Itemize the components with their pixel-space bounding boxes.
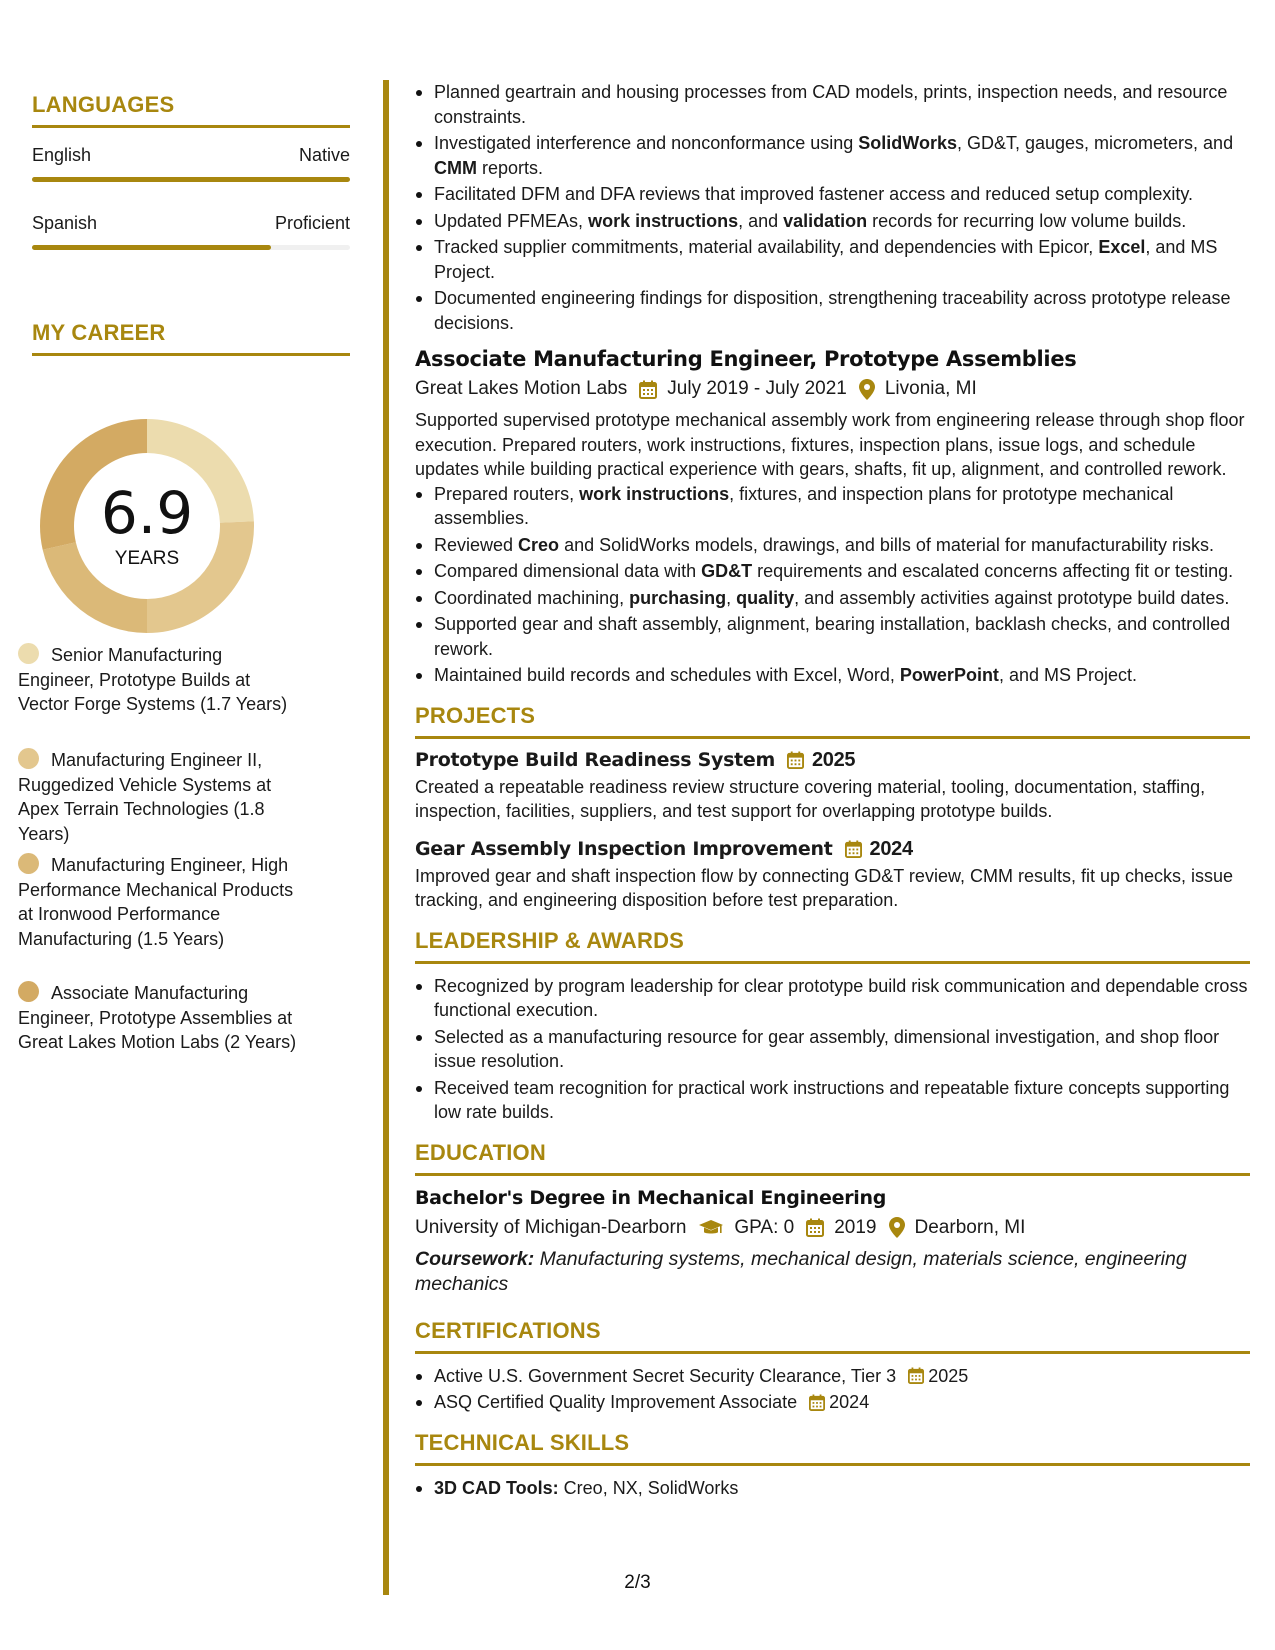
bold-keyword: work instructions <box>588 210 739 231</box>
career-legend-dot <box>18 748 39 769</box>
language-proficiency-bar <box>32 177 350 182</box>
school-name: University of Michigan-Dearborn <box>415 1216 687 1238</box>
job-bullet: Prepared routers, work instructions, fixtures, and inspection plans for prototype mechanical assemblies. <box>415 482 1250 531</box>
experience-bullet: Updated PFMEAs, work instructions, and validation records for recurring low volume builds. <box>415 209 1250 234</box>
skill-item <box>415 1476 1250 1501</box>
certification-name: ASQ Certified Quality Improvement Associate <box>434 1392 798 1412</box>
experience-continued-list <box>415 80 1250 335</box>
bold-keyword: Creo <box>518 534 560 555</box>
language-name: Spanish <box>32 213 98 233</box>
calendar-icon <box>806 1218 824 1237</box>
language-proficiency-fill <box>32 245 271 250</box>
leadership-list <box>415 974 1250 1125</box>
skill-label: 3D CAD Tools: <box>434 1477 559 1498</box>
job-summary: Supported supervised prototype mechanical assembly work from engineering release through shop floor execution. Prepared routers, work instructions, fixtures, inspection plans, issue logs, and schedule updates while building practical experience with gears, shafts, fit up, alignment, and controlled rework. <box>415 410 1245 479</box>
graduation-cap-icon <box>698 1219 724 1237</box>
job-dates: July 2019 - July 2021 <box>667 378 847 399</box>
location-pin-icon <box>889 1217 905 1238</box>
bold-keyword: SolidWorks <box>858 133 957 153</box>
column-divider <box>383 80 389 1595</box>
career-legend-dot <box>18 981 39 1002</box>
language-proficiency-fill <box>32 177 350 182</box>
experience-bullet: Documented engineering findings for disposition, strengthening traceability across prototype release decisions. <box>415 286 1250 335</box>
project-title: Gear Assembly Inspection Improvement <box>415 837 833 860</box>
project-title: Prototype Build Readiness System <box>415 748 775 771</box>
leadership-heading: LEADERSHIP & AWARDS <box>415 927 1250 964</box>
certification-name: Active U.S. Government Secret Security Clearance, Tier 3 <box>434 1365 897 1386</box>
language-level: Native <box>298 145 350 165</box>
main-content <box>415 80 1250 1502</box>
career-legend-dot <box>18 643 39 664</box>
job-bullet: Supported gear and shaft assembly, alignment, bearing installation, backlash checks, and controlled rework. <box>415 612 1250 661</box>
project-year: 2025 <box>811 748 856 771</box>
bold-keyword: validation <box>783 210 868 231</box>
education-location: Dearborn, MI <box>914 1216 1026 1238</box>
coursework <box>415 1247 1250 1297</box>
skills-list <box>415 1476 1250 1501</box>
language-proficiency-bar <box>32 245 350 250</box>
career-donut-chart <box>34 413 260 639</box>
calendar-icon <box>639 380 657 399</box>
job-bullet: Maintained build records and schedules with Excel, Word, PowerPoint, and MS Project. <box>415 663 1250 688</box>
project-title-row <box>415 747 1250 773</box>
bold-keyword: PowerPoint <box>899 665 999 685</box>
career-item <box>18 748 298 846</box>
language-level: Proficient <box>274 213 350 233</box>
calendar-icon <box>845 840 862 858</box>
job-meta <box>415 376 1250 402</box>
job-title: Associate Manufacturing Engineer, Prototype Assemblies <box>415 347 1077 371</box>
certifications-list <box>415 1364 1250 1415</box>
degree-title: Bachelor's Degree in Mechanical Engineering <box>415 1186 887 1209</box>
career-item-text: Associate Manufacturing Engineer, Prototype Assemblies at Great Lakes Motion Labs (2 Years) <box>18 983 297 1052</box>
bold-keyword: GD&T <box>701 561 753 581</box>
leadership-bullet: Received team recognition for practical work instructions and repeatable fixture concepts supporting low rate builds. <box>415 1076 1250 1125</box>
calendar-icon <box>809 1394 825 1411</box>
experience-bullet: Planned geartrain and housing processes from CAD models, prints, inspection needs, and resource constraints. <box>415 80 1250 129</box>
calendar-icon <box>908 1367 924 1384</box>
bold-keyword: quality <box>736 587 795 608</box>
certification-year: 2025 <box>928 1365 969 1386</box>
project-year: 2024 <box>869 837 913 860</box>
bold-keyword: Excel <box>1098 237 1146 257</box>
experience-bullet: Investigated interference and nonconformance using SolidWorks, GD&T, gauges, micrometers, and CMM reports. <box>415 131 1250 180</box>
location-pin-icon <box>859 379 875 400</box>
certifications-heading: CERTIFICATIONS <box>415 1317 1250 1354</box>
page-number: 2/3 <box>624 1572 651 1593</box>
education-meta <box>415 1215 1250 1241</box>
languages-heading: LANGUAGES <box>32 92 350 128</box>
education-year: 2019 <box>834 1216 877 1238</box>
job-bullet: Compared dimensional data with GD&T requirements and escalated concerns affecting fit or testing. <box>415 559 1250 584</box>
project-description: Improved gear and shaft inspection flow by connecting GD&T review, CMM results, fit up checks, issue tracking, and engineering disposition before test preparation. <box>415 865 1234 910</box>
job-company: Great Lakes Motion Labs <box>415 378 628 399</box>
experience-bullet: Tracked supplier commitments, material availability, and dependencies with Epicor, Excel, and MS Project. <box>415 235 1250 284</box>
education-gpa: GPA: 0 <box>734 1216 795 1238</box>
career-item-text: Senior Manufacturing Engineer, Prototype Builds at Vector Forge Systems (1.7 Years) <box>18 645 288 714</box>
language-name: English <box>32 145 92 165</box>
calendar-icon <box>787 751 804 769</box>
projects-heading: PROJECTS <box>415 702 1250 739</box>
skill-value: Creo, NX, SolidWorks <box>558 1477 739 1498</box>
technical-skills-heading: TECHNICAL SKILLS <box>415 1429 1250 1466</box>
certification-item <box>415 1390 1250 1415</box>
leadership-bullet: Recognized by program leadership for clear prototype build risk communication and dependable cross functional execution. <box>415 974 1250 1023</box>
leadership-bullet: Selected as a manufacturing resource for gear assembly, dimensional investigation, and shop floor issue resolution. <box>415 1025 1250 1074</box>
project-title-row <box>415 836 1250 862</box>
career-legend-dot <box>18 853 39 874</box>
career-item-text: Manufacturing Engineer, High Performance Mechanical Products at Ironwood Performance Manufacturing (1.5 Years) <box>18 855 294 949</box>
certification-item <box>415 1364 1250 1389</box>
career-item <box>18 643 298 717</box>
career-item <box>18 981 298 1055</box>
project-description: Created a repeatable readiness review structure covering material, tooling, documentation, staffing, inspection, facilities, suppliers, and test support for overlapping prototype builds. <box>415 776 1206 821</box>
career-item <box>18 853 298 951</box>
experience-bullet: Facilitated DFM and DFA reviews that improved fastener access and reduced setup complexity. <box>415 182 1250 207</box>
education-heading: EDUCATION <box>415 1139 1250 1176</box>
job-bullets <box>415 482 1250 688</box>
coursework-label: Coursework: <box>415 1247 535 1270</box>
career-total-label: YEARS <box>114 548 180 569</box>
bold-keyword: CMM <box>434 157 477 178</box>
career-total-years: 6.9 <box>100 479 194 547</box>
bold-keyword: purchasing <box>629 587 727 608</box>
job-bullet: Coordinated machining, purchasing, quality, and assembly activities against prototype build dates. <box>415 586 1250 611</box>
career-heading: MY CAREER <box>32 320 350 356</box>
job-bullet: Reviewed Creo and SolidWorks models, drawings, and bills of material for manufacturability risks. <box>415 533 1250 558</box>
coursework-text: Manufacturing systems, mechanical design, materials science, engineering mechanics <box>415 1247 1187 1295</box>
career-item-text: Manufacturing Engineer II, Ruggedized Vehicle Systems at Apex Terrain Technologies (1.8 Years) <box>18 750 272 844</box>
certification-year: 2024 <box>829 1392 870 1412</box>
bold-keyword: work instructions <box>579 483 730 504</box>
job-location: Livonia, MI <box>884 378 977 399</box>
